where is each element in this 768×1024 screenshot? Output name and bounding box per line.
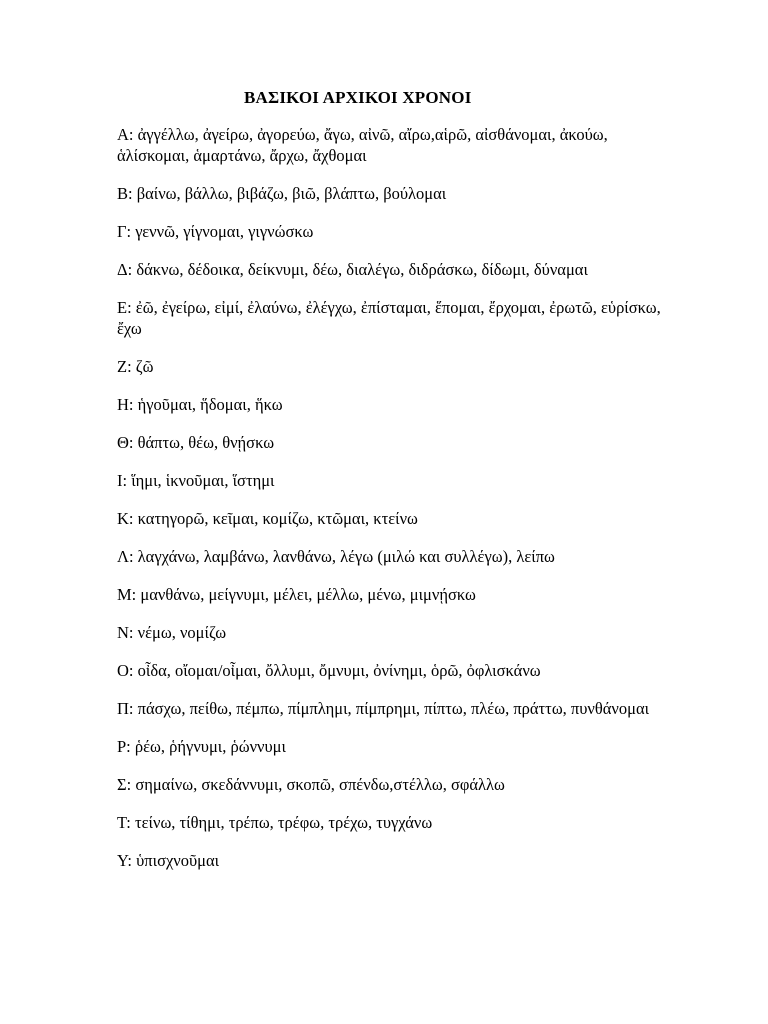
verb-entry-delta: Δ: δάκνω, δέδοικα, δείκνυμι, δέω, διαλέγω, διδράσκω, δίδωμι, δύναμαι [117,260,588,279]
verb-entry-beta: Β: βαίνω, βάλλω, βιβάζω, βιῶ, βλάπτω, βούλομαι [117,184,447,203]
verb-entry-theta: Θ: θάπτω, θέω, θνῄσκω [117,433,275,452]
verb-entry-eta: Η: ἡγοῦμαι, ἥδομαι, ἥκω [117,395,283,414]
verb-list [117,124,677,888]
verb-entry-alpha: Α: ἀγγέλλω, ἀγείρω, ἀγορεύω, ἄγω, αἰνῶ, αἴρω,αἱρῶ, αἰσθάνομαι, ἀκούω, ἁλίσκομαι, ἁμαρτάνω, ἄρχω, ἄχθομαι [117,125,608,165]
verb-entry-mu: Μ: μανθάνω, μείγνυμι, μέλει, μέλλω, μένω, μιμνῄσκω [117,585,476,604]
verb-entry-upsilon: Υ: ὑπισχνοῦμαι [117,851,220,870]
verb-entry-sigma: Σ: σημαίνω, σκεδάννυμι, σκοπῶ, σπένδω,στέλλω, σφάλλω [117,775,505,794]
verb-entry-rho: Ρ: ῥέω, ῥήγνυμι, ῥώννυμι [117,737,286,756]
verb-entry-lambda: Λ: λαγχάνω, λαμβάνω, λανθάνω, λέγω (μιλώ και συλλέγω), λείπω [117,547,555,566]
verb-entry-tau: Τ: τείνω, τίθημι, τρέπω, τρέφω, τρέχω, τυγχάνω [117,813,433,832]
verb-entry-nu: Ν: νέμω, νομίζω [117,623,227,642]
verb-entry-kappa: Κ: κατηγορῶ, κεῖμαι, κομίζω, κτῶμαι, κτείνω [117,509,418,528]
document-title: ΒΑΣΙΚΟΙ ΑΡΧΙΚΟΙ ΧΡΟΝΟΙ [244,88,472,107]
verb-entry-zeta: Ζ: ζῶ [117,357,154,376]
verb-entry-iota: Ι: ἵημι, ἱκνοῦμαι, ἵστημι [117,471,275,490]
verb-entry-gamma: Γ: γεννῶ, γίγνομαι, γιγνώσκω [117,222,314,241]
verb-entry-omicron: Ο: οἶδα, οἴομαι/οἶμαι, ὄλλυμι, ὄμνυμι, ὀνίνημι, ὁρῶ, ὀφλισκάνω [117,661,541,680]
verb-entry-epsilon: Ε: ἐῶ, ἐγείρω, εἰμί, ἐλαύνω, ἐλέγχω, ἐπίσταμαι, ἕπομαι, ἔρχομαι, ἐρωτῶ, εὑρίσκω, ἔχω [117,298,661,338]
verb-entry-pi: Π: πάσχω, πείθω, πέμπω, πίμπλημι, πίμπρημι, πίπτω, πλέω, πράττω, πυνθάνομαι [117,699,650,718]
